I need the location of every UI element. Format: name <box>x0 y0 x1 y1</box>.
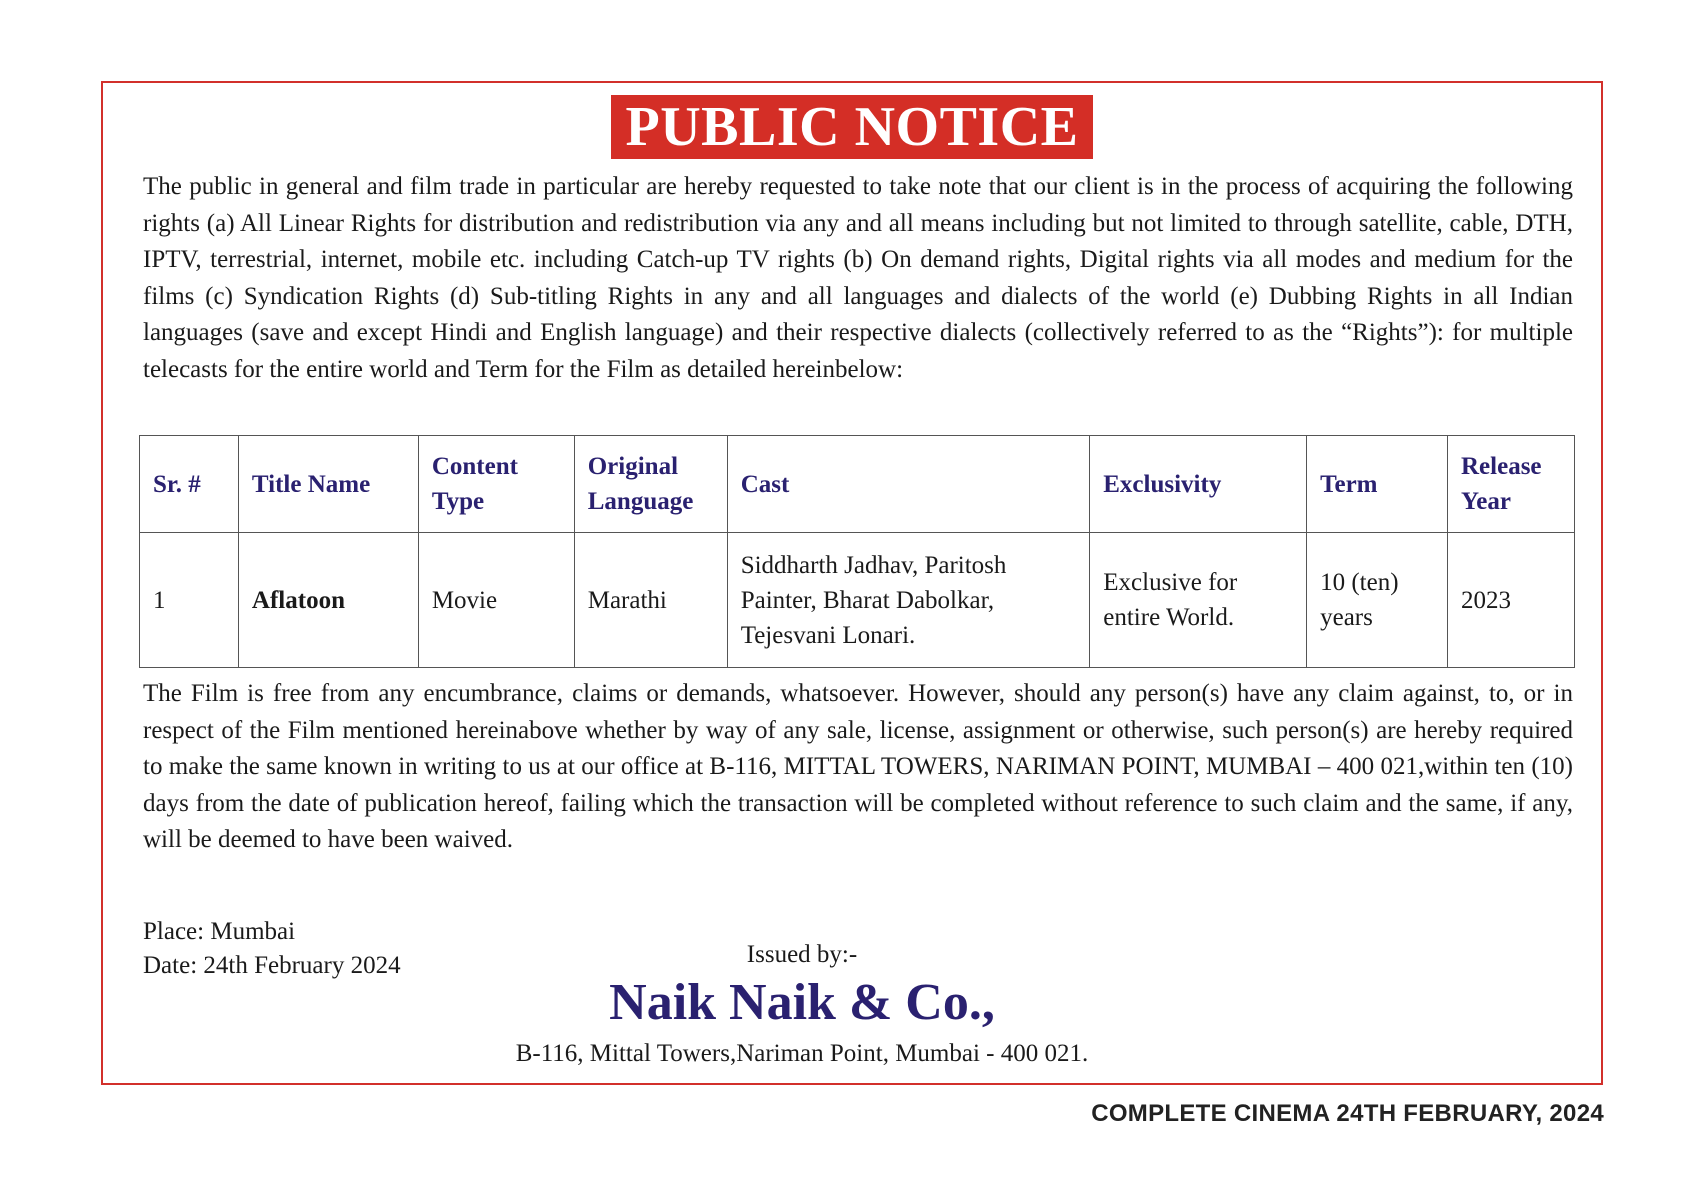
header-term: Term <box>1307 436 1448 533</box>
header-title-name: Title Name <box>238 436 418 533</box>
cell-cast: Siddharth Jadhav, Paritosh Painter, Bharat Dabolkar, Tejesvani Lonari. <box>727 533 1090 668</box>
issued-by-label: Issued by:- <box>746 941 858 968</box>
place-line: Place: Mumbai <box>143 918 296 945</box>
firm-address <box>103 1037 1603 1071</box>
cell-release-year: 2023 <box>1448 533 1575 668</box>
header-cast: Cast <box>727 436 1090 533</box>
body-paragraph: The Film is free from any encumbrance, claims or demands, whatsoever. However, should any person(s) have any claim against, to, or in respect of the Film mentioned hereinabove whether by way of any sale, license, assignment or otherwise, such person(s) are hereby required to make the same known in writing to us at our office at B-116, MITTAL TOWERS, NARIMAN POINT, MUMBAI – 400 021,within ten (10) days from the date of publication hereof, failing which the transaction will be completed without reference to such claim and the same, if any, will be deemed to have been waived. <box>143 680 1573 853</box>
table-row <box>140 533 1575 668</box>
header-sr: Sr. # <box>140 436 239 533</box>
firm-name-label: Naik Naik & Co., <box>609 974 995 1031</box>
header-content-type: Content Type <box>418 436 574 533</box>
films-table <box>139 435 1575 668</box>
cell-term: 10 (ten) years <box>1307 533 1448 668</box>
firm-name <box>103 972 1603 1034</box>
publication-footer: COMPLETE CINEMA 24TH FEBRUARY, 2024 <box>1091 1100 1604 1127</box>
cell-sr: 1 <box>140 533 239 668</box>
cell-content-type: Movie <box>418 533 574 668</box>
cell-exclusivity: Exclusive for entire World. <box>1090 533 1307 668</box>
date-line: Date: 24th February 2024 <box>143 952 401 979</box>
header-exclusivity: Exclusivity <box>1090 436 1307 533</box>
intro-paragraph: The public in general and film trade in particular are hereby requested to take note that our client is in the process of acquiring the following rights (a) All Linear Rights for distribution and redistribution via any and all means including but not limited to through satellite, cable, DTH, IPTV, terrestrial, internet, mobile etc. including Catch-up TV rights (b) On demand rights, Digital rights via all modes and medium for the films (c) Syndication Rights (d) Sub-titling Rights in any and all languages and dialects of the world (e) Dubbing Rights in all Indian languages (save and except Hindi and English language) and their respective dialects (collectively referred to as the “Rights”): for multiple telecasts for the entire world and Term for the Film as detailed hereinbelow: <box>143 173 1573 383</box>
firm-address-label: B-116, Mittal Towers,Nariman Point, Mumbai - 400 021. <box>515 1040 1089 1067</box>
cell-title: Aflatoon <box>238 533 418 668</box>
header-release-year: Release Year <box>1448 436 1575 533</box>
issued-by <box>103 938 1603 972</box>
table-header-row <box>140 436 1575 533</box>
header-original-language: Original Language <box>574 436 727 533</box>
title-wrap <box>103 95 1601 159</box>
notice-title: PUBLIC NOTICE <box>611 95 1092 159</box>
cell-language: Marathi <box>574 533 727 668</box>
notice-frame <box>101 81 1603 1085</box>
